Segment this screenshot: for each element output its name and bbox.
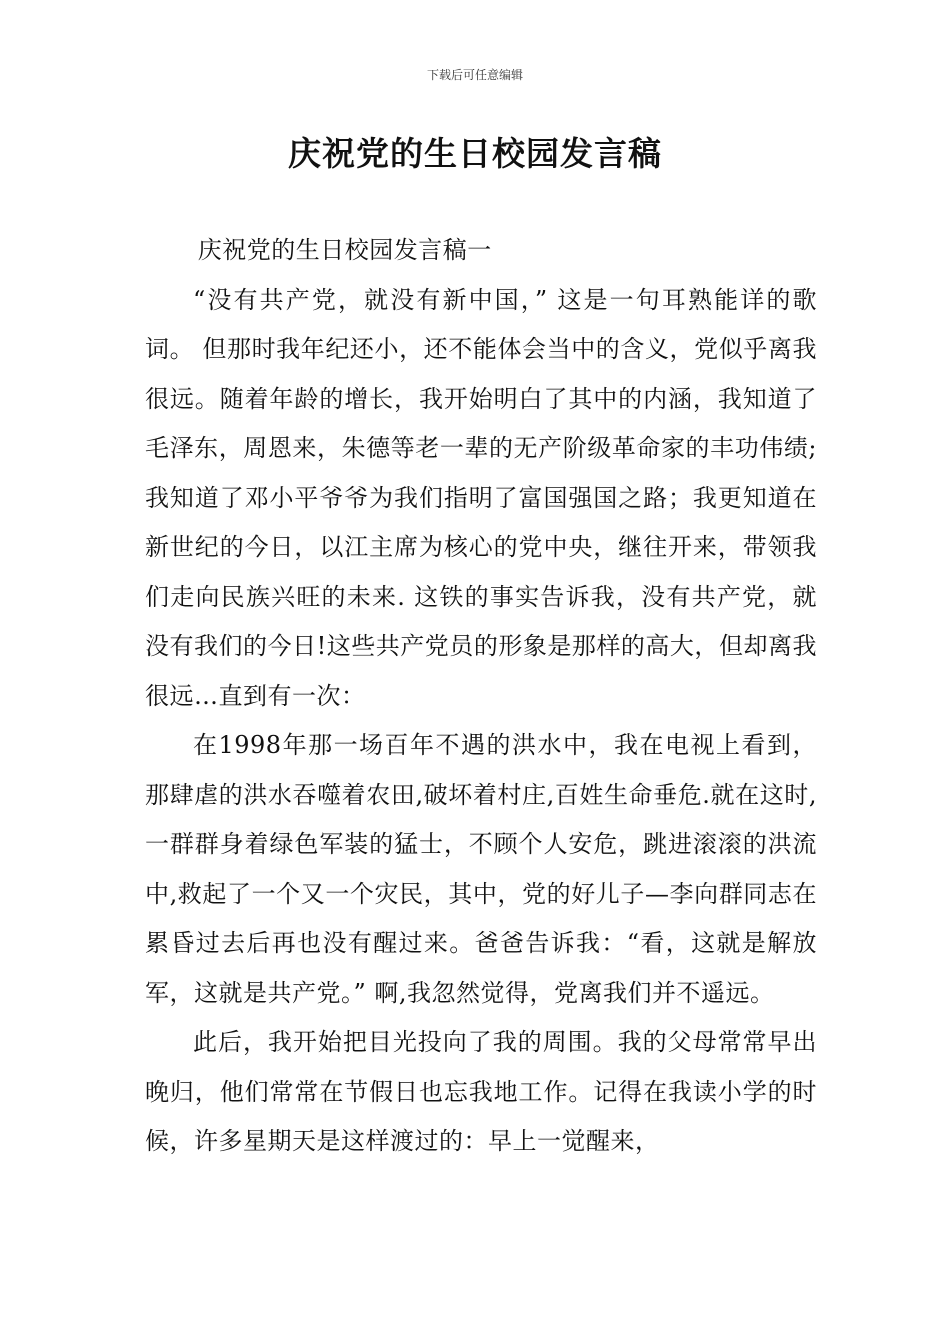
page-header-note: 下载后可任意编辑 xyxy=(426,68,523,82)
paragraph-2: 在1998年那一场百年不遇的洪水中，我在电视上看到，那肆虐的洪水吞噬着农田,破坏着村庄,百姓生命垂危.就在这时,一群群身着绿色军装的猛士，不顾个人安危，跳进滚滚的洪流中,救起了一个又一个灾民，其中，党的好儿子—李向群同志在累昏过去后再也没有醒过来。爸爸告诉我：“看，这就是解放军，这就是共产党。” 啊,我忽然觉得，党离我们并不遥远。 xyxy=(145,731,817,1007)
document-title: 庆祝党的生日校园发言稿 xyxy=(288,134,662,173)
document-body xyxy=(145,226,817,1167)
paragraph-3: 此后，我开始把目光投向了我的周围。我的父母常常早出晚归，他们常常在节假日也忘我地工作。记得在我读小学的时候，许多星期天是这样渡过的：早上一觉醒来， xyxy=(145,1028,817,1155)
paragraph-1: “没有共产党，就没有新中国，” 这是一句耳熟能详的歌词。 但那时我年纪还小，还不能体会当中的含义，党似乎离我很远。随着年龄的增长，我开始明白了其中的内涵，我知道了毛泽东，周恩来，朱德等老一辈的无产阶级革命家的丰功伟绩;我知道了邓小平爷爷为我们指明了富国强国之路；我更知道在新世纪的今日，以江主席为核心的党中央，继往开来，带领我们走向民族兴旺的未来. 这铁的事实告诉我，没有共产党，就没有我们的今日!这些共产党员的形象是那样的高大，但却离我很远…直到有一次： xyxy=(145,285,817,710)
section-subheading: 庆祝党的生日校园发言稿一 xyxy=(197,236,492,264)
